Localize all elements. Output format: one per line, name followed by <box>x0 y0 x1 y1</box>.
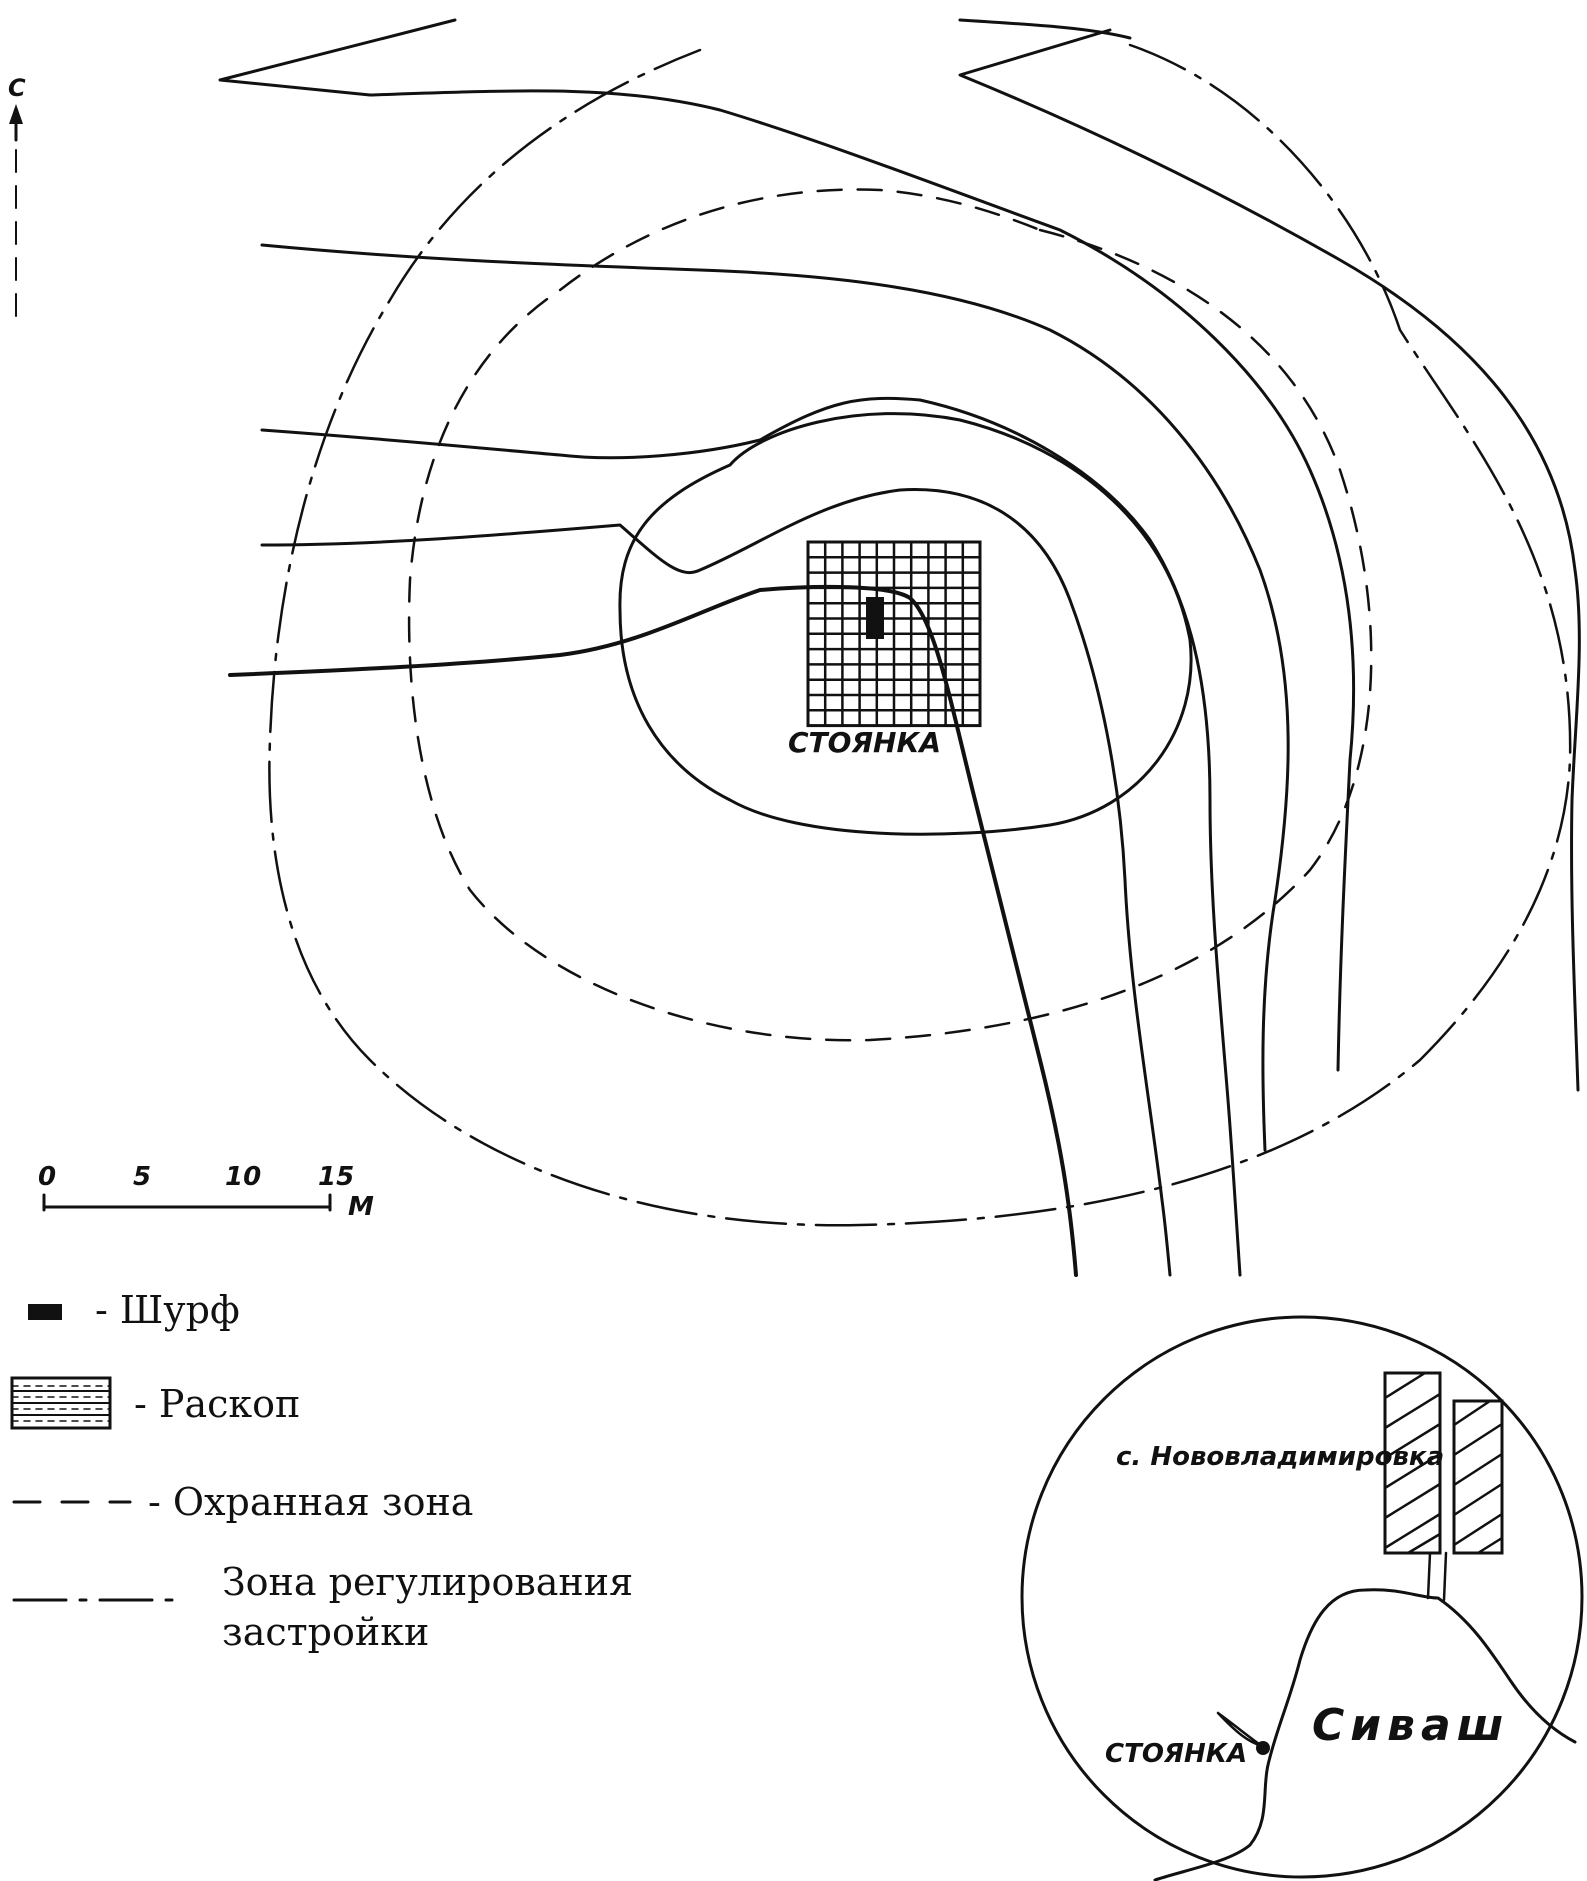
inset-map <box>1022 1317 1582 1880</box>
legend-raskop-label: - Раскоп <box>134 1382 301 1426</box>
site-label: СТОЯНКА <box>788 726 942 759</box>
contour-line <box>262 245 1288 1150</box>
scale-bar <box>38 1162 374 1222</box>
contour-lines <box>220 20 1579 1275</box>
north-label: С <box>8 74 26 102</box>
contour-line <box>262 398 1240 1275</box>
legend-symbols <box>12 1304 178 1600</box>
legend-regulirovanie-label-1: Зона регулирования <box>222 1560 634 1604</box>
contour-line <box>230 587 1076 1275</box>
test-pit <box>866 597 884 639</box>
legend-raskop-symbol <box>12 1378 110 1428</box>
legend-regulirovanie-label-2: застройки <box>222 1610 430 1654</box>
inset-village-label: с. Нововладимировка <box>1116 1442 1445 1472</box>
inset-site-marker <box>1256 1741 1270 1755</box>
inset-site-label: СТОЯНКА <box>1105 1739 1248 1769</box>
north-arrow <box>8 74 26 330</box>
regulation-zone-boundary <box>269 45 1570 1225</box>
scale-tick-label: 5 <box>133 1162 152 1192</box>
scale-tick-label: 10 <box>225 1162 262 1192</box>
legend-shurf-label: - Шурф <box>95 1288 240 1332</box>
contour-line <box>960 20 1130 38</box>
legend-shurf-symbol <box>28 1304 62 1320</box>
scale-tick-label: 0 <box>38 1162 57 1192</box>
inset-water-label: Сиваш <box>1312 1700 1510 1751</box>
legend-okhrannaya-label: - Охранная зона <box>148 1480 474 1524</box>
contour-line <box>620 414 1191 835</box>
excavation-grid <box>808 542 980 726</box>
protection-zone-boundary <box>409 190 1371 1041</box>
scale-tick-label: 15 <box>318 1162 355 1192</box>
scale-unit-label: М <box>348 1192 374 1222</box>
village-hatching <box>1385 1373 1502 1600</box>
